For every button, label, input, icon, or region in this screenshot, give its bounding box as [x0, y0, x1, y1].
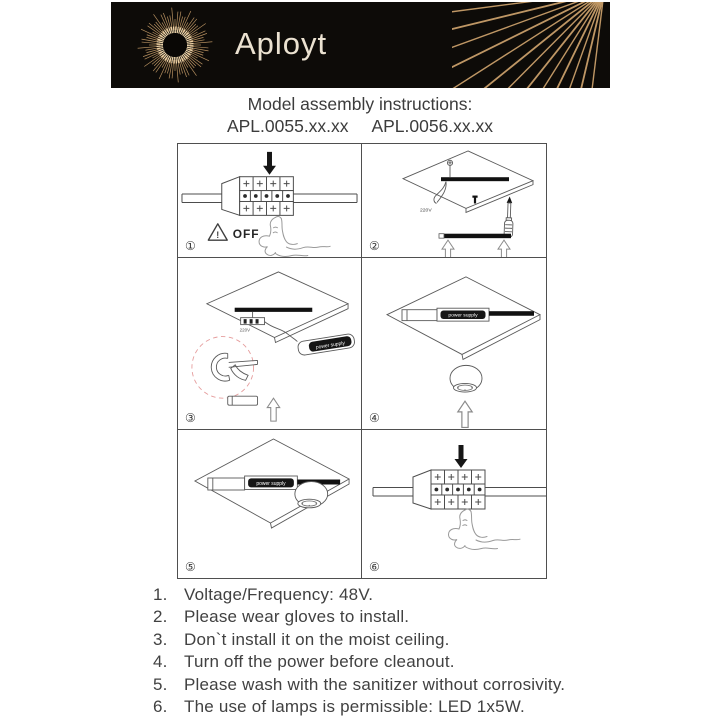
power-supply-label: power supply [256, 480, 286, 488]
page-title: Model assembly instructions: [247, 94, 473, 114]
step-2-diagram [362, 144, 546, 257]
step-4-diagram [362, 258, 546, 429]
step-6-diagram [362, 430, 546, 578]
note-item [153, 696, 593, 718]
step-3-panel [178, 258, 362, 430]
note-text: The use of lamps is permissible: LED 1x5W. [184, 697, 525, 717]
note-number: 5. [153, 674, 168, 694]
step-2-panel [362, 144, 546, 258]
up-arrow-icon [498, 240, 510, 257]
title-block [0, 94, 720, 136]
track-rail [441, 177, 509, 181]
warning-mark: ! [216, 230, 220, 241]
screw-bolt-icon [472, 196, 477, 204]
note-item [153, 651, 593, 673]
step-3-diagram [178, 258, 361, 429]
power-off-warning [208, 224, 259, 241]
driver-box [208, 478, 245, 490]
model-code-a: APL.0055.xx.xx [226, 116, 349, 136]
screwdriver-icon [504, 196, 514, 237]
step-number: ② [369, 239, 380, 253]
step-1-diagram [178, 144, 361, 257]
instructions-grid [177, 143, 547, 579]
power-supply-box [437, 308, 489, 321]
model-code-b: APL.0056.xx.xx [371, 116, 494, 136]
mounting-clip-detail [211, 353, 257, 381]
note-number: 1. [153, 585, 168, 604]
step-number: ⑥ [369, 560, 380, 574]
note-item [153, 629, 593, 651]
supply-wire [265, 322, 298, 342]
pointing-hand-icon [449, 509, 521, 549]
detail-zoom-circle [192, 337, 254, 399]
step-1-panel [178, 144, 362, 258]
step-number: ③ [185, 411, 196, 425]
voltage-label: 220V [239, 327, 251, 333]
brand-banner [111, 2, 610, 88]
track-rail [235, 308, 313, 312]
model-codes [0, 116, 720, 136]
ceiling-outline [207, 272, 348, 338]
step-number: ④ [369, 411, 380, 425]
note-number: 2. [153, 607, 168, 627]
track-rail [489, 311, 534, 316]
note-item [153, 606, 593, 628]
press-down-arrow-icon [263, 152, 276, 175]
up-arrow-icon [267, 398, 280, 421]
step-5-diagram [178, 430, 361, 578]
power-supply-box [245, 476, 298, 490]
notes-list [153, 584, 593, 718]
note-text: Turn off the power before cleanout. [184, 652, 455, 672]
power-supply-box [297, 333, 355, 356]
note-text: Please wash with the sanitizer without corrosivity. [184, 674, 566, 694]
note-text: Don`t install it on the moist ceiling. [184, 629, 450, 649]
brand-name: Aployt [235, 26, 328, 61]
note-item [153, 674, 593, 696]
spotlight [295, 482, 328, 508]
step-number: ⑤ [185, 560, 196, 574]
note-number: 4. [153, 652, 168, 672]
step-number: ① [185, 239, 196, 253]
up-arrow-icon [442, 240, 454, 257]
press-down-arrow-icon [455, 445, 468, 468]
up-arrow-icon [458, 401, 472, 427]
track-bar [439, 234, 511, 238]
off-label: OFF [232, 227, 260, 242]
step-6-panel [362, 430, 546, 578]
pointing-hand-icon [259, 216, 330, 256]
sunburst-logo-icon [127, 2, 223, 88]
power-supply-label: power supply [448, 312, 478, 319]
note-text: Please wear gloves to install. [184, 607, 410, 627]
note-text: Voltage/Frequency: 48V. [184, 585, 374, 604]
note-item [153, 584, 593, 606]
note-number: 6. [153, 697, 168, 717]
step-5-panel [178, 430, 362, 578]
spotlight [450, 365, 482, 392]
power-supply-label: power supply [315, 341, 346, 351]
voltage-label: 220V [420, 208, 432, 214]
rays-decoration-icon [452, 2, 610, 88]
note-number: 3. [153, 629, 168, 649]
step-4-panel [362, 258, 546, 430]
